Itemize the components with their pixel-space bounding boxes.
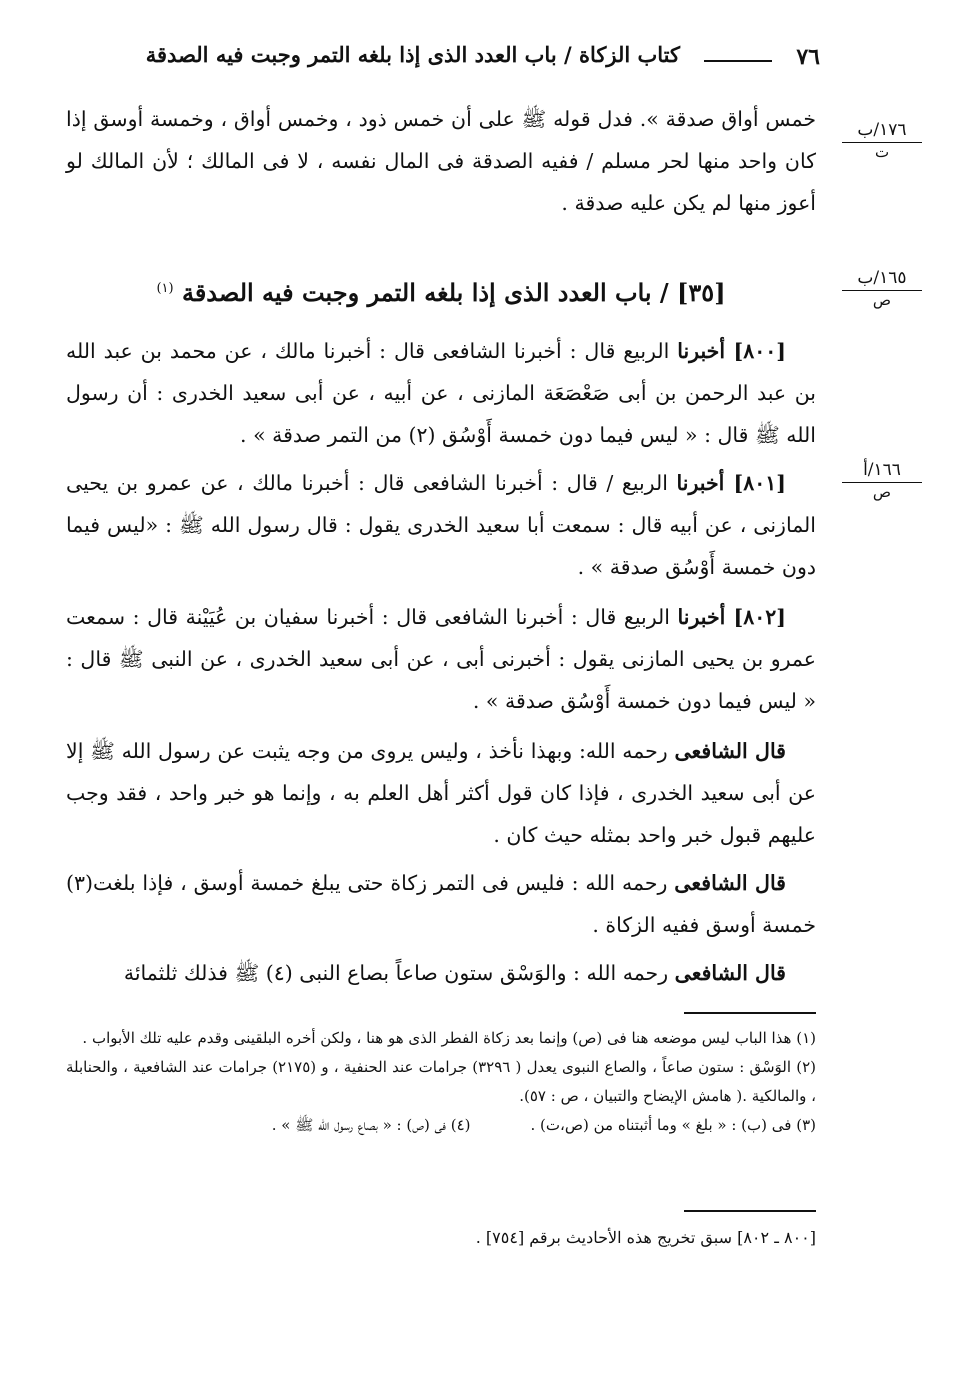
- shafii-commentary-3: [66, 952, 816, 994]
- shafii-commentary-2: [66, 862, 816, 946]
- shafii-3-lead: قال الشافعى: [674, 961, 786, 985]
- hadith-800-text: الربيع قال : أخبرنا الشافعى قال : أخبرنا مالك ، عن محمد بن عبد الله بن عبد الرحمن بن أبى صَعْصَعَة المازنى ، عن أبيه ، عن أبى سعيد الخدرى : أن رسول الله ﷺ قال : « ليس فيما دون خمسة أَوْسُق (٢) من التمر صدقة » .: [66, 339, 816, 447]
- footnote-4: (٤) فى (ص) : « بصاع رسول الله ﷺ » .: [271, 1116, 471, 1134]
- paragraph-continuation: خمس أواق صدقة ». فدل قوله ﷺ على أن خمس ذود ، وخمس أواق ، وخمسة أوسق إذا كان واحد منها لحر مسلم / ففيه الصدقة فى المال نفسه ، لا فى المالك ؛ لأن المالك لو أعوز منها لم يكن عليه صدقة .: [66, 107, 816, 215]
- hadith-801-lead: [٨٠١] أخبرنا: [676, 471, 786, 495]
- hadith-800-lead: [٨٠٠] أخبرنا: [677, 339, 786, 363]
- shafii-1-lead: قال الشافعى: [674, 739, 786, 763]
- source-rule: [684, 1210, 816, 1212]
- footnote-ref-1: (١): [156, 281, 174, 296]
- margin-note-166a: ١٦٦/أ ص: [842, 460, 922, 501]
- hadith-802-text: الربيع قال : أخبرنا الشافعى قال : أخبرنا سفيان بن عُيَيْنة قال : سمعت عمرو بن يحيى المازنى يقول : أخبرنى أبى ، عن أبى سعيد الخدرى ، عن النبى ﷺ قال : « ليس فيما دون خمسة أَوْسُق صدقة » .: [66, 605, 816, 713]
- chapter-heading-text: [٣٥] / باب العدد الذى إذا بلغه التمر وجبت فيه الصدقة: [181, 278, 726, 307]
- hadith-800: [66, 330, 816, 456]
- hadith-802: [66, 596, 816, 722]
- hadith-801: [66, 462, 816, 588]
- hadith-801-text: الربيع / قال : أخبرنا الشافعى قال : أخبرنا مالك ، عن عمرو بن يحيى المازنى ، عن أبيه قال : سمعت أبا سعيد الخدرى يقول : قال رسول الله ﷺ : «ليس فيما دون خمسة أَوْسُق صدقة » .: [66, 471, 816, 579]
- shafii-2-text: رحمه الله : فليس فى التمر زكاة حتى يبلغ خمسة أوسق ، فإذا بلغت(٣) خمسة أوسق ففيه الزكاة .: [66, 871, 816, 937]
- page-number: ٧٦: [796, 44, 820, 70]
- shafii-commentary-1: [66, 730, 816, 856]
- margin-note-165b: ١٦٥/ب ص: [842, 268, 922, 309]
- header-title: كتاب الزكاة / باب العدد الذى إذا بلغه التمر وجبت فيه الصدقة: [145, 42, 680, 67]
- footnote-2: (٢) الوَسْق : ستون صاعاً ، والصاع النبوى يعدل ( ٣٢٩٦) جرامات عند الحنفية ، و (٢١٧٥) جرامات عند الشافعية ، والحنابلة ، والمالكية .( هامش الإيضاح والتبيان ، ص : ٥٧).: [66, 1058, 816, 1105]
- source-note: [٨٠٠ ـ ٨٠٢] سبق تخريج هذه الأحاديث برقم [٧٥٤] .: [475, 1228, 816, 1247]
- footnote-3: (٣) فى (ب) : « بلغ » وما أثبتناه من (ص،ت) .: [530, 1116, 816, 1134]
- footnote-3-4: [66, 1111, 816, 1140]
- margin-note-176b: ١٧٦/ب ت: [842, 120, 922, 161]
- hadith-802-lead: [٨٠٢] أخبرنا: [677, 605, 786, 629]
- footnote-1: (١) هذا الباب ليس موضعه هنا فى (ص) وإنما بعد زكاة الفطر الذى هو هنا ، ولكن أخره البلقينى وقدم عليه تلك الأبواب .: [82, 1029, 816, 1047]
- footnotes: [66, 1024, 816, 1140]
- header-rule: [704, 60, 772, 62]
- running-header: [60, 42, 820, 76]
- footnote-rule: [684, 1012, 816, 1014]
- chapter-heading: [66, 278, 816, 307]
- shafii-2-lead: قال الشافعى: [674, 871, 786, 895]
- shafii-1-text: رحمه الله: وبهذا نأخذ ، وليس يروى من وجه يثبت عن رسول الله ﷺ إلا عن أبى سعيد الخدرى ، فإذا كان قول أكثر أهل العلم به ، وإنما هو خبر واحد ، فقد وجب عليهم قبول خبر واحد بمثله حيث كان .: [66, 739, 816, 847]
- shafii-3-text: رحمه الله : والوَسْق ستون صاعاً بصاع النبى (٤) ﷺ فذلك ثلثمائة: [123, 961, 669, 985]
